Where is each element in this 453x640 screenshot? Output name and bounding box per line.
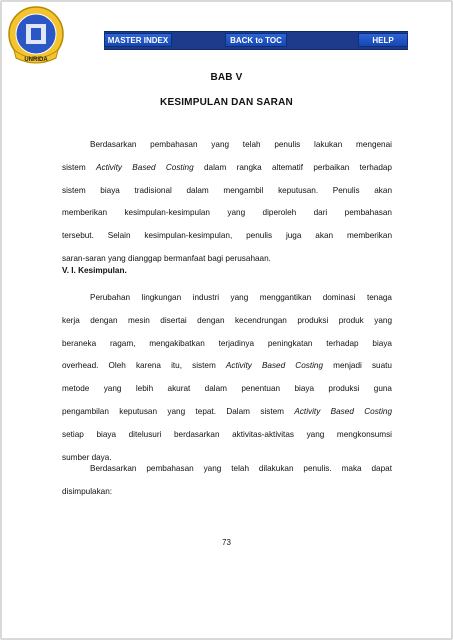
text-line: sistem Activity Based Costing dalam rangka altematif perbaikan terhadap <box>62 162 392 172</box>
logo-text: UNRIDA <box>24 57 48 63</box>
text-line: Perubahan lingkungan industri yang menggantikan dominasi tenaga <box>90 293 392 302</box>
section-heading: V. I. Kesimpulan. <box>62 266 127 275</box>
text-line: memberikan kesimpulan-kesimpulan yang diperoleh dari pembahasan <box>62 208 392 218</box>
chapter-label: BAB V <box>210 72 243 83</box>
text-line: setiap biaya ditelusuri berdasarkan aktivitas-aktivitas yang mengkonsumsi <box>62 429 392 439</box>
paragraph-conclusion <box>62 287 392 469</box>
text-line: kerja dengan mesin disertai dengan kecendrungan produksi produk yang <box>62 315 392 325</box>
paragraph-summary <box>62 458 392 504</box>
text-line: Berdasarkan pembahasan yang telah dilakukan penulis. maka dapat <box>90 464 392 473</box>
text-line: tersebut. Selain kesimpulan-kesimpulan, penulis juga akan memberikan <box>62 231 392 241</box>
text-line: disimpulakan: <box>62 486 113 496</box>
text-line: sistem biaya tradisional dalam mengambil keputusan. Penulis akan <box>62 185 392 195</box>
chapter-title: KESIMPULAN DAN SARAN <box>160 97 293 108</box>
university-logo <box>4 4 68 68</box>
page-number: 73 <box>222 538 231 547</box>
text-line: pengambilan keputusan yang tepat. Dalam sistem Activity Based Costing <box>62 406 392 416</box>
text-line: sumber daya. <box>62 452 112 462</box>
text-line: metode yang lebih akurat dalam penentuan biaya produksi guna <box>62 384 392 394</box>
paragraph-intro <box>62 134 392 271</box>
help-button[interactable]: HELP <box>358 33 408 47</box>
text-line: beraneka ragam, mengakibatkan terjadinya peningkatan terhadap biaya <box>62 338 392 348</box>
text-line: saran-saran yang dianggap bermanfaat bagi perusahaan. <box>62 253 271 263</box>
back-to-toc-button[interactable]: BACK to TOC <box>225 33 287 47</box>
master-index-button[interactable]: MASTER INDEX <box>104 33 172 47</box>
text-line: overhead. Oleh karena itu, sistem Activity Based Costing menjadi suatu <box>62 361 392 371</box>
navigation-bar <box>104 31 408 50</box>
text-line: Berdasarkan pembahasan yang telah penulis lakukan mengenai <box>90 140 392 149</box>
